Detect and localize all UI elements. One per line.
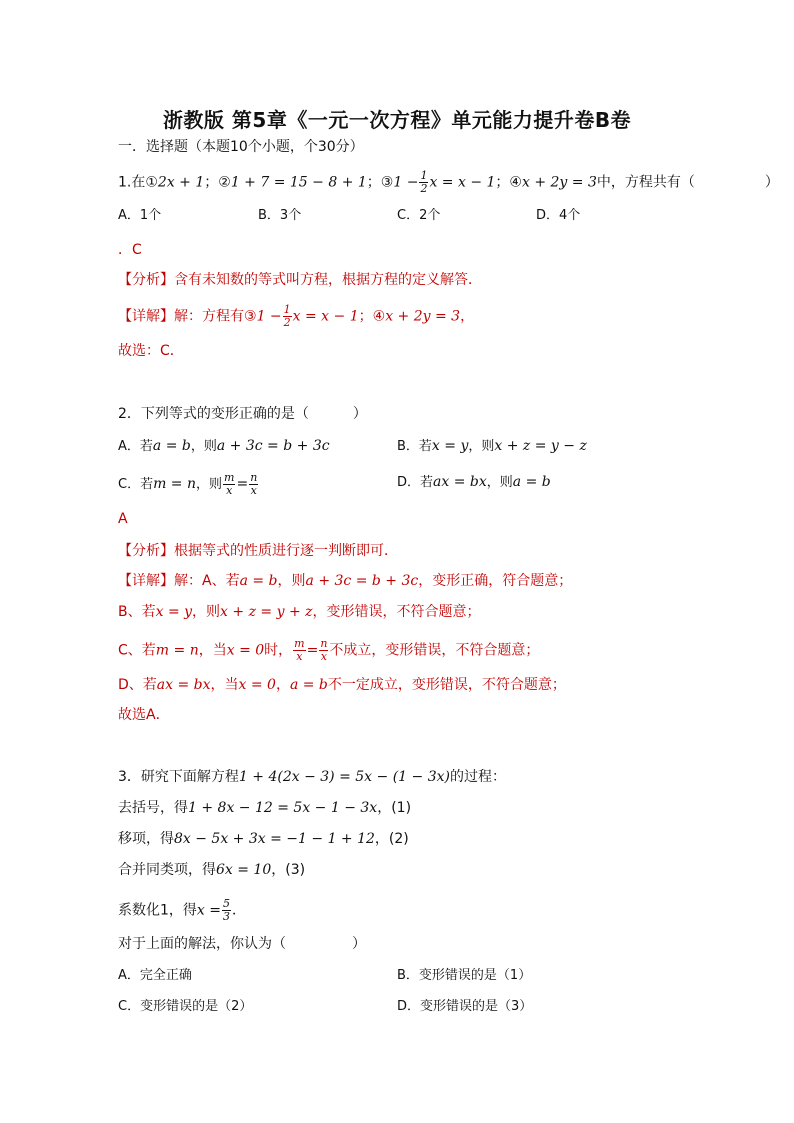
fraction-denominator: x — [250, 484, 257, 497]
q3-text: 对于上面的解法，你认为（ — [118, 936, 286, 952]
step-text: ． — [232, 902, 246, 919]
detail-expr: m = n — [155, 642, 199, 659]
step-text: 去括号，得 — [118, 800, 188, 816]
detail-text: 不一定成立，变形错误，不符合题意； — [327, 677, 566, 693]
q3-step-3 — [118, 860, 305, 880]
option-expr: a = b — [152, 438, 191, 454]
q2-option-d — [397, 472, 551, 493]
fraction-denominator: x — [320, 650, 327, 663]
q2-detail-d — [118, 675, 566, 695]
detail-expr: 1 − — [256, 308, 282, 325]
q1-text: 中，方程共有（ — [596, 174, 695, 191]
option-expr: ax = bx — [433, 474, 487, 490]
q1-text: ；③ — [366, 174, 394, 191]
fraction-numerator: n — [250, 471, 258, 484]
step-expr: 1 + 8x − 12 = 5x − 1 − 3x — [188, 800, 378, 816]
fraction-numerator: 5 — [223, 897, 230, 910]
q2-analysis: 【分析】根据等式的性质进行逐一判断即可． — [118, 543, 398, 559]
detail-text: ，则 — [192, 604, 221, 620]
detail-fraction — [283, 304, 292, 329]
q1-text: ；② — [204, 174, 231, 191]
q2-text: 2．下列等式的变形正确的是（ — [118, 406, 309, 422]
option-text: A．若 — [118, 439, 153, 454]
option-expr: a = b — [512, 474, 551, 490]
q1-text: ；④ — [495, 174, 522, 191]
option-expr: = — [236, 476, 249, 492]
option-text: ，则 — [486, 475, 513, 490]
option-expr: x = y — [431, 438, 469, 454]
step-expr: 6x = 10 — [216, 862, 272, 878]
q2-detail-c — [118, 638, 539, 663]
step-text: ，(2) — [374, 831, 409, 847]
q3-option-d: D．变形错误的是（3） — [397, 999, 533, 1014]
step-text: ，(3) — [271, 862, 306, 878]
step-text: 合并同类项，得 — [118, 862, 216, 878]
detail-label: 【详解】 — [118, 308, 174, 325]
step-text: ，(1) — [377, 800, 412, 816]
q1-fraction — [419, 170, 428, 195]
detail-expr: x = y — [155, 604, 193, 620]
step-text: 移项，得 — [118, 831, 174, 847]
step-expr: 8x − 5x + 3x = −1 − 1 + 12 — [174, 831, 375, 847]
detail-text: ，变形正确，符合题意； — [418, 573, 573, 589]
detail-expr: x = x − 1 — [292, 308, 359, 325]
q2-option-c — [118, 472, 259, 497]
q1-option-d: D．4个 — [536, 208, 581, 223]
detail-expr: a + 3c = b + 3c — [305, 573, 419, 589]
detail-expr: x + z = y + z — [220, 604, 313, 620]
fraction-denominator: 3 — [223, 910, 230, 923]
detail-expr: = — [306, 642, 319, 659]
q1-analysis: 【分析】含有未知数的等式叫方程，根据方程的定义解答． — [118, 272, 482, 288]
fraction-numerator: n — [320, 637, 328, 650]
q2-text: ） — [352, 406, 367, 422]
step-expr: x = — [196, 902, 221, 919]
detail-text: 不成立，变形错误，不符合题意； — [329, 642, 540, 659]
q1-option-b: B．3个 — [258, 208, 302, 223]
fraction-numerator: m — [224, 471, 235, 484]
fraction-denominator: x — [226, 484, 233, 497]
q2-stem — [118, 404, 367, 424]
q1-stem — [118, 170, 779, 195]
fraction-numerator: m — [294, 637, 305, 650]
q1-text: ） — [764, 174, 779, 191]
q1-expr-3b: x = x − 1 — [429, 174, 496, 191]
q3-option-b: B．变形错误的是（1） — [397, 968, 532, 983]
detail-text: ，当 — [210, 677, 239, 693]
q2-option-b — [397, 436, 587, 457]
detail-text: ，变形错误，不符合题意； — [312, 604, 481, 620]
q1-answer: ．C — [118, 242, 142, 258]
q3-step-2 — [118, 829, 409, 849]
option-expr: x + z = y − z — [494, 438, 587, 454]
fraction-numerator: 1 — [283, 303, 291, 316]
detail-text: 解：方程有③ — [174, 308, 257, 325]
detail-expr: x + 2y = 3 — [385, 308, 461, 325]
fraction-denominator: 2 — [420, 182, 428, 195]
q1-text: 1.在① — [118, 174, 158, 191]
detail-text: ， — [460, 308, 475, 325]
q1-expr-4: x + 2y = 3 — [521, 174, 597, 191]
q3-text: 3．研究下面解方程 — [118, 769, 239, 785]
detail-expr: a = b — [239, 573, 278, 589]
q3-step-4 — [118, 898, 246, 923]
detail-text: ，当 — [198, 642, 227, 659]
fraction-denominator: 2 — [283, 316, 291, 329]
detail-text: ， — [275, 677, 290, 693]
q2-conclusion: 故选A． — [118, 707, 170, 723]
option-expr: m = n — [153, 476, 197, 492]
detail-text: 时， — [264, 642, 293, 659]
detail-fraction — [319, 638, 328, 663]
q3-ask — [118, 934, 366, 954]
section-heading: 一．选择题（本题10个小题，个30分） — [118, 139, 364, 155]
option-fraction — [223, 472, 235, 497]
q3-step-1 — [118, 798, 411, 818]
q1-option-c: C．2个 — [397, 208, 441, 223]
detail-text: 解：A、若 — [174, 573, 240, 589]
detail-text: C、若 — [118, 642, 156, 659]
q3-option-c: C．变形错误的是（2） — [118, 999, 253, 1014]
option-text: ，则 — [190, 439, 217, 454]
fraction-denominator: x — [296, 650, 303, 663]
q2-option-a — [118, 436, 330, 457]
detail-fraction — [293, 638, 305, 663]
q3-option-a: A．完全正确 — [118, 968, 192, 983]
option-text: C．若 — [118, 477, 154, 492]
detail-expr: x = 0 — [238, 677, 276, 693]
page-title: 浙教版 第5章《一元一次方程》单元能力提升卷B卷 — [162, 108, 632, 132]
q3-text: 的过程： — [449, 769, 506, 785]
detail-text: ，则 — [277, 573, 306, 589]
option-fraction — [249, 472, 258, 497]
step-fraction — [222, 898, 231, 923]
q1-conclusion: 故选：C． — [118, 343, 184, 359]
option-text: B．若 — [397, 439, 432, 454]
q1-option-a: A．1个 — [118, 208, 162, 223]
q3-text: ） — [352, 936, 366, 952]
option-text: D．若 — [397, 475, 434, 490]
option-text: ，则 — [196, 477, 223, 492]
option-text: ，则 — [468, 439, 495, 454]
detail-text: B、若 — [118, 604, 156, 620]
option-expr: a + 3c = b + 3c — [216, 438, 330, 454]
detail-expr: ax = bx — [156, 677, 211, 693]
detail-expr: a = b — [289, 677, 328, 693]
q2-detail-b — [118, 602, 481, 622]
q3-stem — [118, 767, 506, 787]
q1-expr-2: 1 + 7 = 15 − 8 + 1 — [230, 174, 367, 191]
q3-expr: 1 + 4(2x − 3) = 5x − (1 − 3x) — [238, 769, 450, 785]
q2-detail-a — [118, 571, 572, 591]
detail-label: 【详解】 — [118, 573, 174, 589]
detail-expr: x = 0 — [226, 642, 265, 659]
detail-text: D、若 — [118, 677, 157, 693]
fraction-numerator: 1 — [420, 169, 428, 182]
detail-text: ；④ — [358, 308, 386, 325]
q2-answer: A — [118, 511, 128, 527]
step-text: 系数化1，得 — [118, 902, 197, 919]
q1-expr-3a: 1 − — [393, 174, 419, 191]
q1-detail — [118, 304, 474, 329]
q1-expr-1: 2x + 1 — [157, 174, 205, 191]
